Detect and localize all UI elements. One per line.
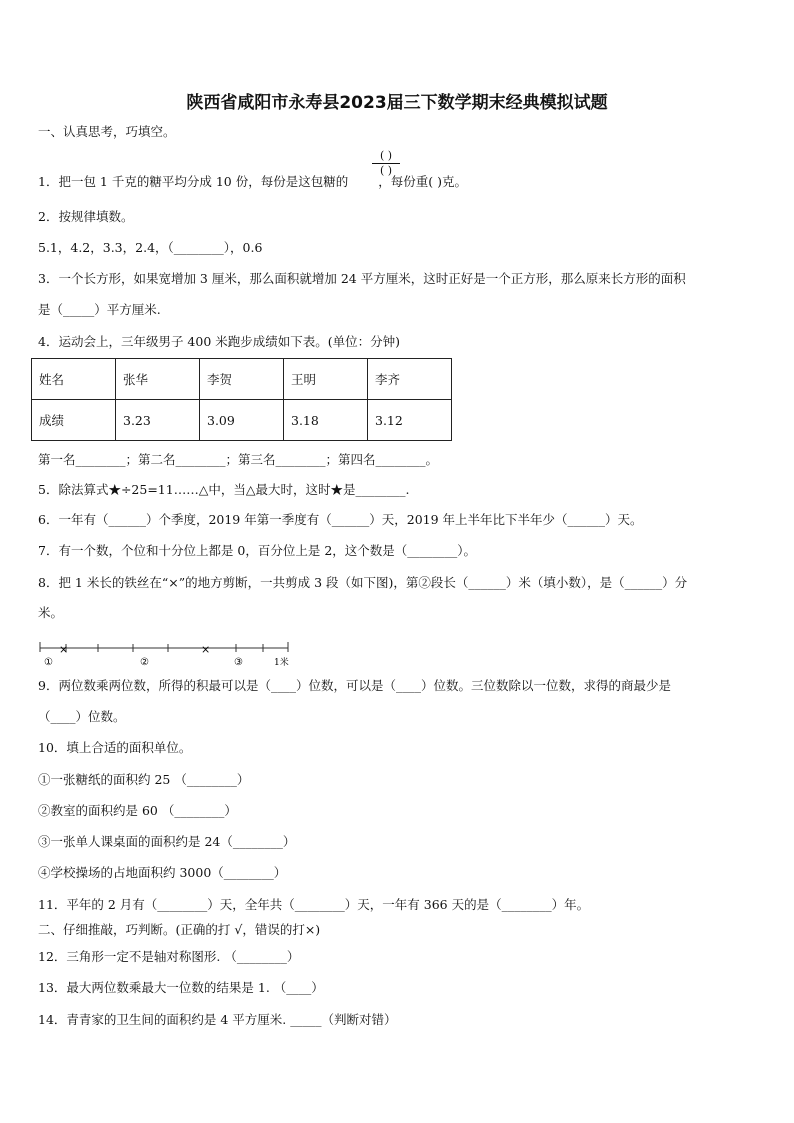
question-5: 5．除法算式★÷25=11……△中，当△最大时，这时★是________. — [38, 482, 410, 497]
question-10-item-1: ①一张糖纸的面积约 25 （________） — [38, 772, 250, 787]
section-2-heading: 二、仔细推敲，巧判断。(正确的打 √，错误的打×) — [38, 922, 321, 937]
question-7: 7．有一个数，个位和十分位上都是 0，百分位上是 2，这个数是（________）。 — [38, 543, 477, 558]
question-10-item-2: ②教室的面积约是 60 （________） — [38, 803, 237, 818]
question-4-answer: 第一名________；第二名________；第三名________；第四名________。 — [38, 452, 439, 467]
question-1-tail: ，每份重( )克。 — [378, 174, 467, 189]
table-cell: 3.09 — [200, 400, 284, 441]
table-cell: 3.23 — [116, 400, 200, 441]
question-8-line-1: 8．把 1 米长的铁丝在“×”的地方剪断，一共剪成 3 段（如下图)，第②段长（______）米（填小数），是（______）分 — [38, 575, 688, 590]
question-11: 11．平年的 2 月有（________）天，全年共（________）天，一年有 366 天的是（________）年。 — [38, 897, 590, 912]
cut-mark: × — [201, 643, 211, 656]
table-cell: 张华 — [116, 359, 200, 400]
table-cell: 成绩 — [32, 400, 116, 441]
question-9-line-1: 9．两位数乘两位数，所得的积最可以是（____）位数，可以是（____）位数。三位数除以一位数，求得的商最少是 — [38, 678, 671, 693]
question-1 — [38, 174, 467, 190]
page-title: 陕西省咸阳市永寿县2023届三下数学期末经典模拟试题 — [186, 93, 608, 113]
table-cell: 3.18 — [284, 400, 368, 441]
question-4: 4．运动会上，三年级男子 400 米跑步成绩如下表。(单位：分钟) — [38, 334, 401, 349]
question-14: 14．青青家的卫生间的面积约是 4 平方厘米. _____（判断对错） — [38, 1012, 397, 1027]
question-2-sequence: 5.1，4.2，3.3，2.4，（________），0.6 — [38, 240, 263, 255]
segment-label-2: ② — [140, 657, 149, 668]
question-13: 13．最大两位数乘最大一位数的结果是 1. （____） — [38, 980, 324, 995]
question-10: 10．填上合适的面积单位。 — [38, 740, 192, 755]
table-cell: 姓名 — [32, 359, 116, 400]
question-10-item-4: ④学校操场的占地面积约 3000（________） — [38, 865, 287, 880]
segment-label-3: ③ — [234, 657, 243, 668]
table-cell: 3.12 — [368, 400, 452, 441]
table-cell: 李贺 — [200, 359, 284, 400]
question-2: 2．按规律填数。 — [38, 209, 134, 224]
section-1-heading: 一、认真思考，巧填空。 — [38, 124, 176, 139]
question-3-line-1: 3．一个长方形，如果宽增加 3 厘米，那么面积就增加 24 平方厘米，这时正好是一个正方形，那么原来长方形的面积 — [38, 271, 686, 286]
cut-mark: × — [59, 643, 69, 656]
fraction-numerator: ( ) — [379, 149, 393, 162]
question-10-item-3: ③一张单人课桌面的面积约是 24（________） — [38, 834, 296, 849]
question-12: 12．三角形一定不是轴对称图形. （________） — [38, 949, 300, 964]
score-table — [31, 358, 452, 441]
segment-label-1: ① — [44, 657, 53, 668]
table-cell: 王明 — [284, 359, 368, 400]
question-6: 6．一年有（______）个季度，2019 年第一季度有（______）天，2019 年上半年比下半年少（______）天。 — [38, 512, 643, 527]
fraction-denominator: ( ) — [379, 164, 393, 177]
ruler-end-label: 1米 — [274, 658, 289, 668]
table-row — [32, 400, 452, 441]
wire-ruler-diagram — [38, 640, 298, 668]
question-9-line-2: （____）位数。 — [38, 709, 126, 724]
table-cell: 李齐 — [368, 359, 452, 400]
question-1-text: 1．把一包 1 千克的糖平均分成 10 份，每份是这包糖的 — [38, 174, 349, 189]
fraction — [372, 150, 400, 177]
question-8-line-2: 米。 — [38, 605, 64, 620]
table-row — [32, 359, 452, 400]
question-3-line-2: 是（_____）平方厘米. — [38, 302, 161, 317]
